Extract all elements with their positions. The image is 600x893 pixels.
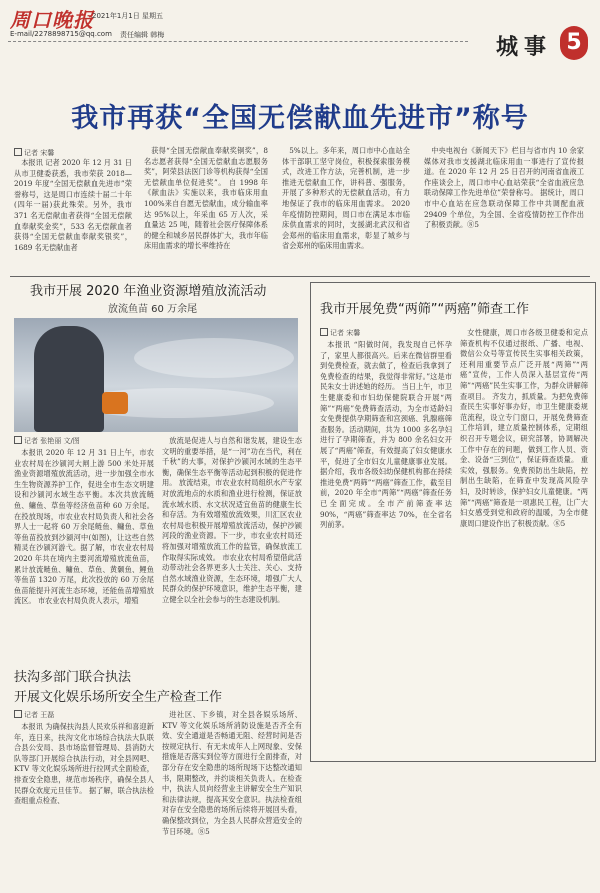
main-story-col-3: 5%以上。多年来，周口市中心血站全体干部职工坚守岗位，积极探索服务模式，改进工作方法，完善机制，进一步推进无偿献血工作，讲科普、强服务，开展了多种形式的无偿献血活动，有力地保证了我市的临床用血需求。 2020 年疫情防控期间，周口市在满足本市临床供血需求的同时，支援湖北武汉和省会郑州的临床用血需求，彰显了城乡与省会郑州的临床用血需求。 — [282, 146, 410, 251]
story4-headline-line1: 扶沟多部门联合执法 — [14, 670, 132, 685]
story4-headline-line2: 开展文化娱乐场所安全生产检查工作 — [14, 690, 223, 705]
story3-byline — [320, 328, 360, 338]
story3-col-1: 本报讯 “阳做时间，我发现自己怀孕了，家里人都很高兴。后来在微信群里看到免费检查，就去做了，检查后我拿到了免费检查的结果，我觉得非常好。”这是市民朱女士讲述她的经历。 当日上午，市卫生健康委和市妇幼保健院联合开展“两筛”“两癌”免费筛查活动，为全市适龄妇女免费提供孕期筛查和宫颈癌、乳腺癌筛查服务。活动期间，共为 1000 多名孕妇进行了孕期筛查，并为 800 余名妇女开展了“两癌”筛查，有效提高了妇女健康水平，促进了全市妇女儿童健康事业发展。 据介绍，我市各级妇幼保健机构都在持续推进免费“两筛”“两癌”筛查工作，截至目前，2020 年全市“两筛”“两癌”筛查任务已全面完成。全市产前筛查率达 90%，“两癌”筛查率达 70%，在全省名列前茅。 — [320, 340, 452, 530]
story2-subheadline: 放流鱼苗 60 万余尾 — [108, 304, 198, 315]
main-story-col-2: 获得“全国无偿献血奉献奖铜奖”，8 名志愿者获得“全国无偿献血志愿服务奖”，阿荣县法医门诊等机构获得“全国无偿献血单位促进奖”。 自 1998 年《献血法》实施以来，我市临床用血 100%来自自愿无偿献血，成分输血率达 95%以上，年采血 65 万人次，采血量达 25 吨，随着社会医疗保障体系的健全和城乡居民群体扩大，我市年临床用血需求的增长率维持在 — [144, 146, 268, 251]
byline-marker — [14, 436, 22, 444]
page-number-badge: 5 — [560, 26, 588, 60]
masthead-rule — [8, 41, 468, 42]
main-headline: 我市再获“全国无偿献血先进市”称号 — [71, 103, 529, 134]
issue-date: 2021年1月1日 星期五 — [92, 12, 163, 20]
story3-col-2: 女性健康，周口市各级卫健委和定点筛查机构不仅通过报纸、广播、电视、微信公众号等宣传民生实事相关政策，还利用重要节点广泛开展“两筛”“两癌”宣传，工作人员深入基层宣传“两筛”“两癌”民生实事工作，为群众讲解筛查项目。 齐发力，抓质量。为把免费筛查民生实事好事办好，市卫生健康委规范流程，设立专门窗口，开展免费筛查工作培训，建立质量控制体系，定期组织召开专题会议，研究部署，协调解决工作中存在的问题，做到工作人员、资金、设备“三到位”，保证筛查质量。 重实效，强服务。免费预防出生缺陷，控制出生缺陷，在筛查中发现高风险孕妇，及时转诊，保护妇女儿童健康。“两筛”“两癌”筛查是一项惠民工程，让广大妇女感受到党和政府的温暖，为全市健康周口建设作出了积极贡献。⑧5 — [460, 328, 588, 528]
story2-byline-text: 记者 张艳丽 文/图 — [24, 437, 80, 445]
story4-col-2: 进社区、下乡镇，对全县各娱乐场所、KTV 等文化娱乐场所消防设施是否齐全有效、安全通道是否畅通无阻、经营时间是否按规定执行、有无未成年人上网现象、安保措施是否落实到位等方面进行全面排查，对部分存在安全隐患的场所现场下达整改通知书，限期整改，并约谈相关负责人。在检查中，执法人员向经营业主讲解安全生产知识和法律法规，提高其安全意识。执法检查组对存在安全隐患的场所后续将开展回头看，确保整改到位，为全县人民群众营造安全的节日环境。⑧5 — [162, 710, 302, 836]
story2-headline: 我市开展 2020 年渔业资源增殖放流活动 — [30, 284, 267, 299]
newspaper-logo: 周口晚报 — [10, 8, 94, 32]
photo-person-figure — [34, 326, 104, 432]
byline-marker — [14, 710, 22, 718]
main-byline — [14, 148, 54, 158]
story4-col-1: 本报讯 为确保扶沟县人民欢乐祥和喜迎新年，连日来，扶沟文化市场综合执法大队联合县公安局、县市场监督管理局、县消防大队等部门开展综合执法行动，对全县网吧、KTV 等文化娱乐场所进行拉网式全面检查，排查安全隐患，规范市场秩序，确保全县人民群众欢度元旦佳节。 据了解，联合执法检查组重点检查、 — [14, 722, 154, 806]
story2-byline — [14, 436, 80, 446]
main-byline-text: 记者 宋馨 — [24, 149, 55, 157]
fish-release-photo — [14, 318, 298, 432]
story2-col-2: 放流是促进人与自然和谐发展，建设生态文明的重要举措，是“一河”功在当代，利在千秋”的大事，对保护沙颍河水域的生态平衡，确保生态平衡等活动起到积极的促进作用。 放流结束，市农业农村局组织水产专家对放流地点的水质和渔业进行检测，保证放流水域水质、水文状况适宜鱼苗的健康生长和存活。为有效增殖放流效果，川汇区农业农村局也积极开展增殖放流活动，保护沙颍河段的渔业资源。下一步，市农业农村局还将加强对增殖放流工作的监管，确保放流工作取得实际成效。 市农业农村局希望借此活动带动社会各界更多人士关注、关心、支持自然水域渔业资源，生态环境，增强广大人民群众的保护环境意识，维护生态平衡，建立健全以全社会参与的生态建设机制。 — [162, 436, 302, 604]
photo-orange-bucket — [102, 392, 128, 414]
story4-byline-text: 记者 王磊 — [24, 711, 55, 719]
section-title: 城事 — [495, 35, 552, 60]
section-divider — [10, 276, 590, 277]
story2-col-1: 本报讯 2020 年 12 月 31 日上午，市农业农村局在沙颍河大闸上游 500 米处开展渔业资源增殖放流活动，进一步加强全市水生生物资源养护工作，促进全市生态文明建设和沙颍河水域生态平衡。本次共放流鲢鱼、鳙鱼、草鱼等经济鱼苗种 60 万余尾。 在投放现场，市农业农村局负责人和社会各界人士一起将 60 万余尾鲢鱼、鳙鱼、草鱼等鱼苗投放到沙颍河中(如图)，让这些自然精灵在沙颍河游弋。据了解，市农业农村局 2020 年共在境内主要河流增殖放流鱼苗，累计放流鲢鱼、鳙鱼、草鱼、黄颡鱼、鲤鱼等鱼苗 1320 万尾，此次投放的 60 万余尾鱼苗能提升河流生态环境，还能鱼苗增殖放流区。 市农业农村局负责人表示，增殖 — [14, 448, 154, 606]
byline-marker — [320, 328, 328, 336]
editor-credit: 责任编辑 韩梅 — [120, 31, 165, 39]
story4-byline — [14, 710, 54, 720]
main-story-col-1: 本报讯 记者 2020 年 12 月 31 日从市卫健委获悉，我市荣获 2018—2019 年度“全国无偿献血先进市”荣誉称号，这是周口市连续十届二十年(四年一届)获此殊荣。另外，我市 371 名无偿献血者获得“全国无偿献血奉献奖金奖”，533 名无偿献血者获得“全国无偿献血奉献奖银奖”，1689 名无偿献血者 — [14, 158, 132, 252]
byline-marker — [14, 148, 22, 156]
story3-headline: 我市开展免费“两筛”“两癌”筛查工作 — [320, 302, 529, 317]
contact-email: E-mail/2278898715@qq.com — [10, 30, 112, 38]
main-story-col-4: 中央电视台《新闻天下》栏目与省市内 10 余家媒体对我市支援湖北临床用血一事进行了宣传报道。在 2020 年 12 月 25 日召开的河南省血液工作座谈会上，周口市中心血站荣获“全省血液应急联动保障工作先进单位”荣誉称号。 据统计，周口市中心血站在应急联动保障工作中共调配血液 29409 个单位，为全国、全省疫情防控工作作出了积极贡献。⑧5 — [424, 146, 584, 230]
story3-byline-text: 记者 宋馨 — [330, 329, 361, 337]
